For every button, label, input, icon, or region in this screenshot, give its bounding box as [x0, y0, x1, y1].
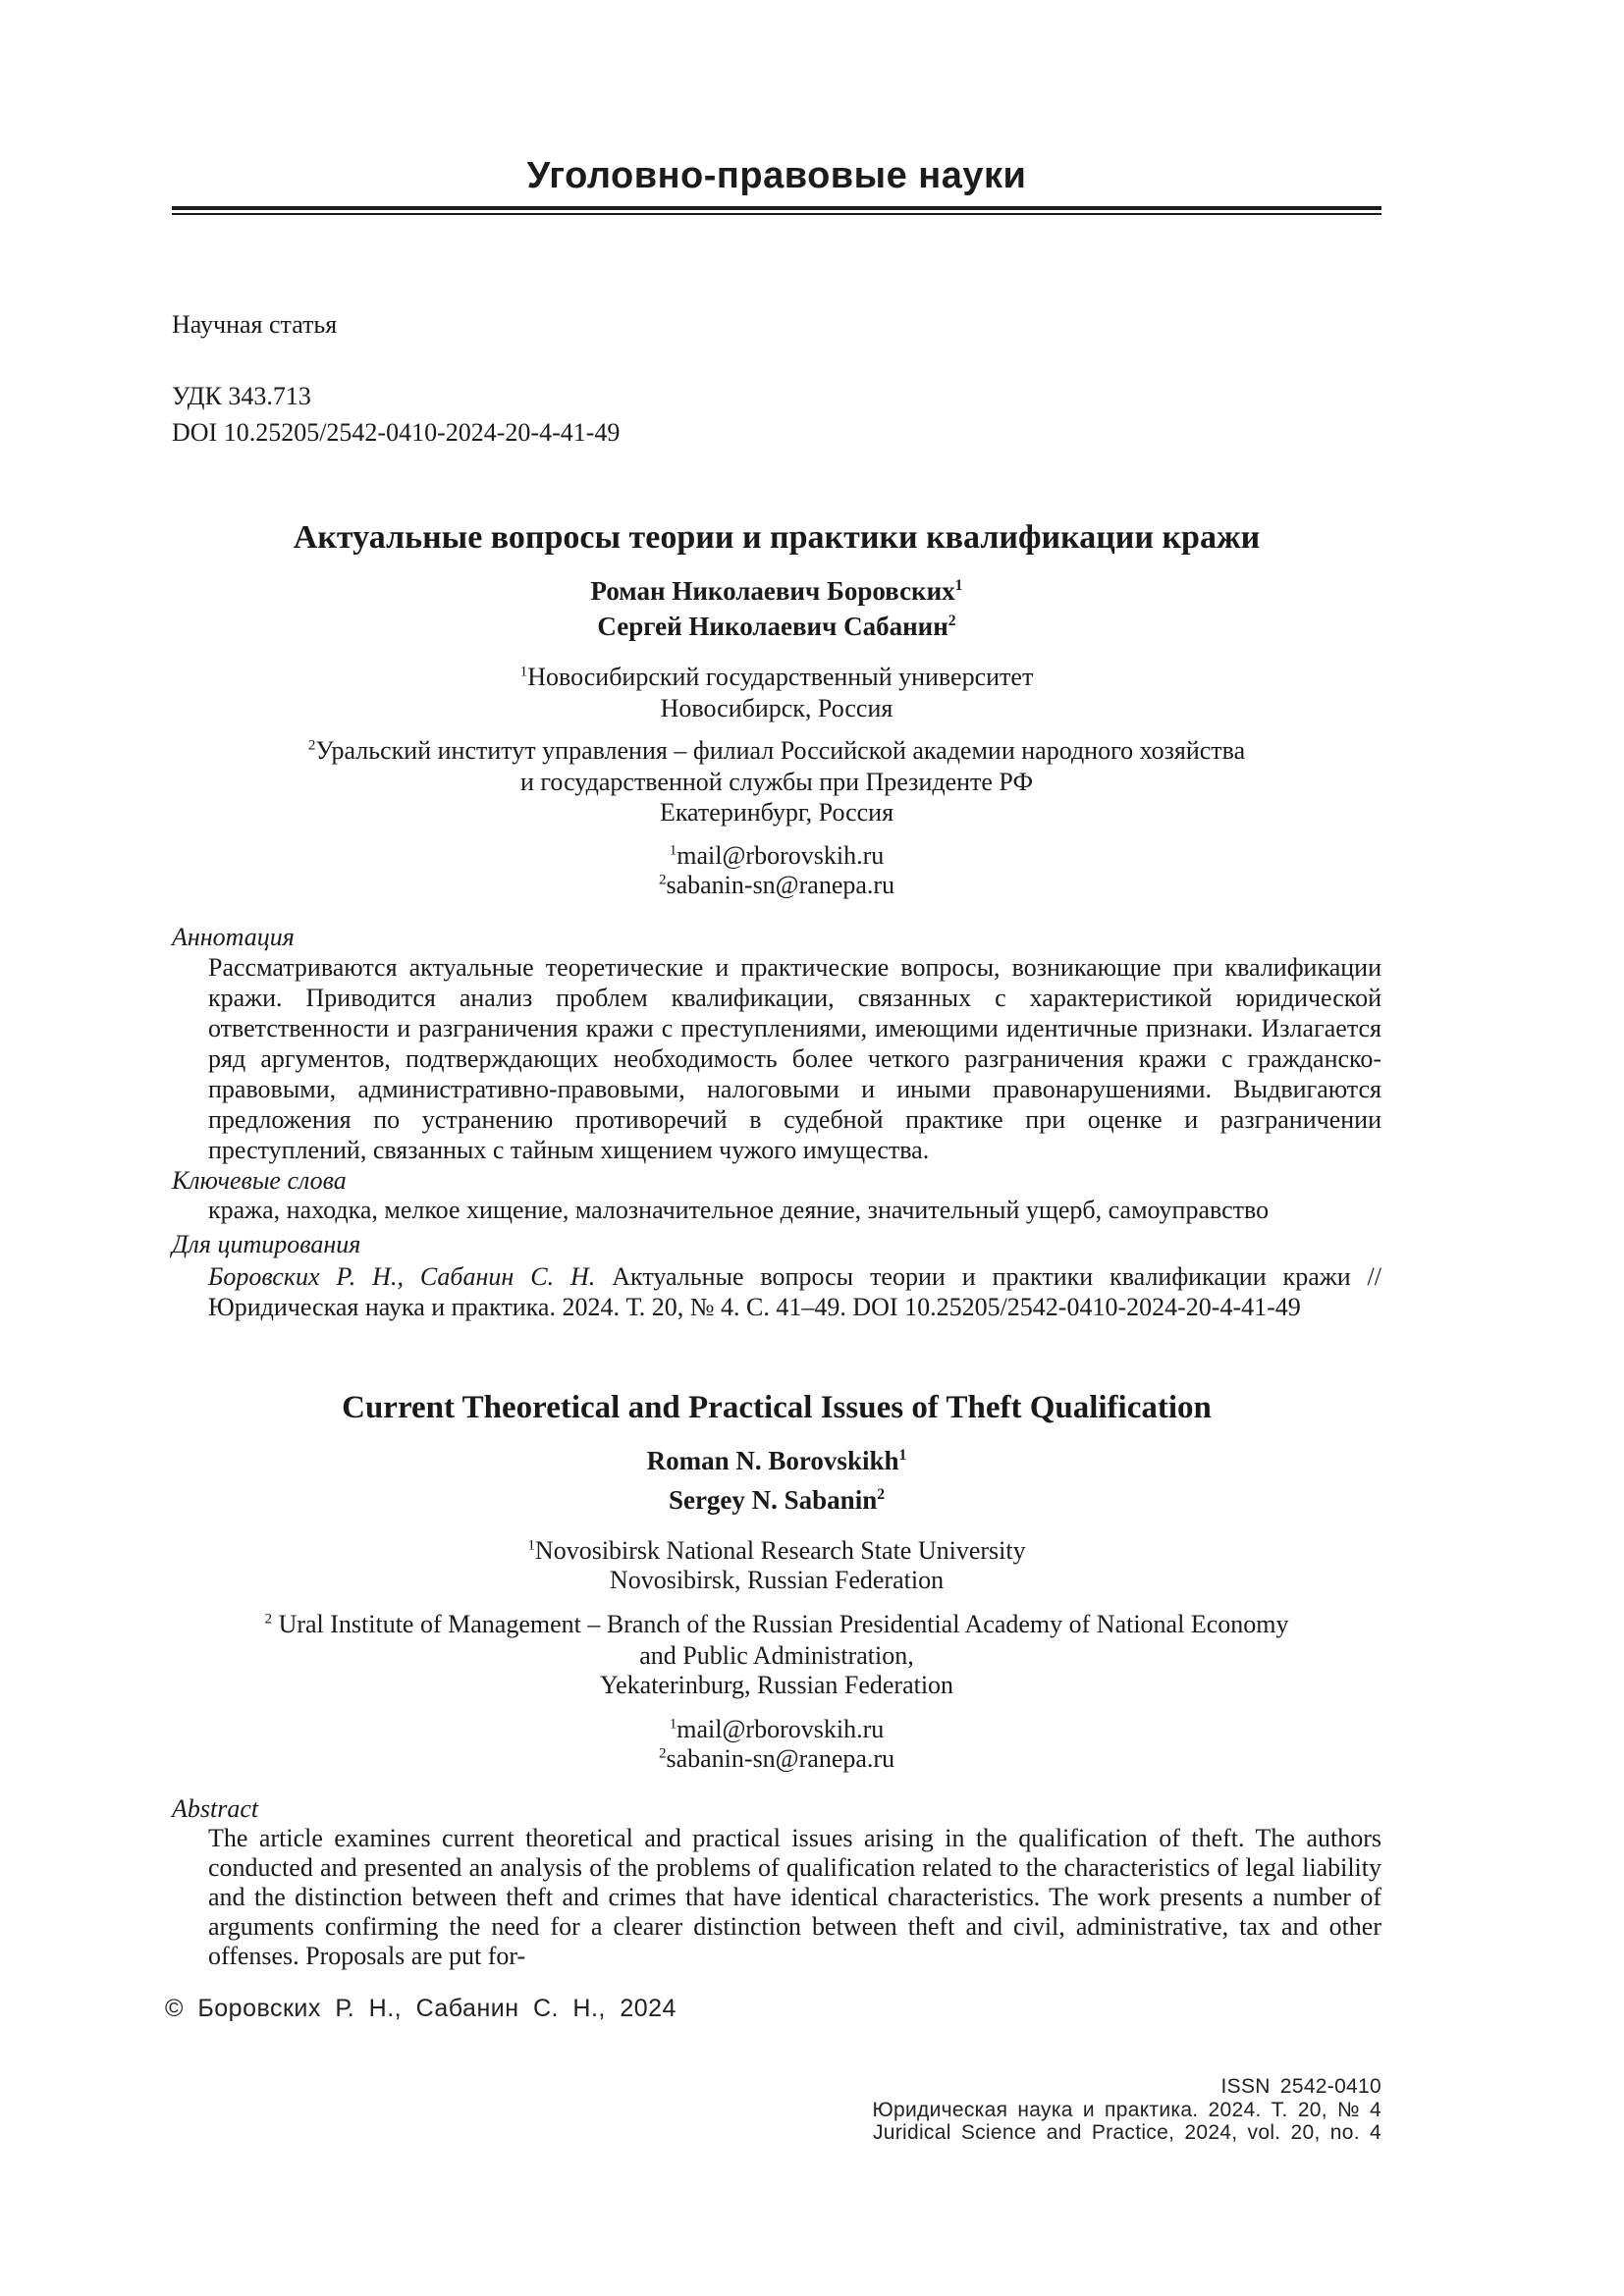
affiliation-ru-1-line-1: $^1$Новосибирский государственный университет [519, 663, 1034, 691]
affiliation-en-2-line-2: and Public Administration, [639, 1641, 914, 1670]
keywords-text: кража, находка, мелкое хищение, малозначительное деяние, значительный ущерб, самоуправство [208, 1196, 1270, 1224]
affiliation-ru-2-line-1: $^2$Уральский институт управления – филиал Российской академии народного хозяйства [307, 736, 1246, 765]
article-title-en: Current Theoretical and Practical Issues of Theft Qualification [342, 1390, 1212, 1425]
author-affiliation-mark: 1 [954, 577, 963, 594]
affiliation-ru-2-line-3: Екатеринбург, Россия [659, 798, 894, 827]
author-name: Sergey N. Sabanin [668, 1485, 878, 1515]
author-ru-2 [172, 611, 1381, 642]
affiliation-en-1-line-2: Novosibirsk, Russian Federation [609, 1566, 945, 1594]
abstract-label-ru: Аннотация [172, 923, 295, 951]
affiliation-mark: 1 [527, 1537, 535, 1554]
author-email-1: $^1$mail@rborovskih.ru [669, 841, 885, 870]
issn-line: ISSN 2542-0410 [1220, 2075, 1381, 2098]
author-name: Роман Николаевич Боровских [590, 576, 955, 606]
citation-body: Актуальные вопросы теории и практики квалификации кражи // Юридическая наука и практика. 2024. Т. 20, № 4. С. 41–49. DOI 10.25205/2542-0410-2024-20-4-41-49 [208, 1262, 1381, 1321]
abstract-text-ru: Рассматриваются актуальные теоретические и практические вопросы, возникающие при квалификации кражи. Приводится анализ проблем квалификации, связанных с характеристикой юридической ответственности и разграничения кражи с преступлениями, имеющими идентичные признаки. Излагается ряд аргументов, подтверждающих необходимость более четкого разграничения кражи с гражданско-правовыми, административно-правовыми, налоговыми и иными правонарушениями. Выдвигаются предложения по устранению противоречий в судебной практике при оценке и разграничении преступлений, связанных с тайным хищением чужого имущества. [208, 953, 1381, 1164]
email-mark: 1 [669, 842, 677, 859]
affiliation-en-1-line-1: $^1$Novosibirsk National Research State University [527, 1536, 1026, 1565]
author-affiliation-mark: 2 [947, 613, 956, 629]
email-mark: 1 [669, 1716, 677, 1733]
abstract-text-en: The article examines current theoretical and practical issues arising in the qualification of theft. The authors conducted and presented an analysis of the problems of qualification related to the characteristics of legal liability and the distinction between theft and crimes that have identical characteristics. The work presents a number of arguments confirming the need for a clearer distinction between theft and civil, administrative, tax and other offenses. Proposals are put for- [208, 1824, 1381, 1970]
affiliation-ru-2-line-2: и государственной службы при Президенте РФ [520, 768, 1033, 796]
doi-number: DOI 10.25205/2542-0410-2024-20-4-41-49 [172, 418, 621, 447]
copyright-line: © Боровских Р. Н., Сабанин С. Н., 2024 [165, 1995, 677, 2022]
affiliation-en-2-line-1: $^2$ Ural Institute of Management – Branch of the Russian Presidential Academy of National Economy [264, 1610, 1289, 1638]
author-ru-1 [172, 575, 1381, 607]
affiliation-mark: 2 [307, 737, 316, 754]
citation-label: Для цитирования [172, 1230, 361, 1258]
affiliation-mark: 1 [519, 664, 528, 680]
author-name: Roman N. Borovskikh [646, 1446, 899, 1475]
author-affiliation-mark: 1 [898, 1447, 907, 1464]
article-title-ru: Актуальные вопросы теории и практики квалификации кражи [293, 519, 1261, 556]
author-en-1 [172, 1445, 1381, 1476]
article-type: Научная статья [172, 310, 338, 339]
affiliation-ru-1-line-2: Новосибирск, Россия [660, 694, 893, 722]
keywords-label: Ключевые слова [172, 1166, 347, 1195]
citation-authors: Боровских Р. Н., Сабанин С. Н. [208, 1262, 596, 1291]
section-header: Уголовно-правовые науки [526, 155, 1027, 196]
author-email-en-2: $^2$sabanin-sn@ranepa.ru [658, 1744, 895, 1773]
udc-number: УДК 343.713 [172, 382, 311, 410]
email-mark: 2 [658, 1745, 667, 1762]
affiliation-en-2-line-3: Yekaterinburg, Russian Federation [599, 1671, 954, 1699]
email-mark: 2 [658, 872, 667, 888]
journal-ref-en: Juridical Science and Practice, 2024, vol. 20, no. 4 [872, 2121, 1381, 2144]
author-en-2 [172, 1484, 1381, 1516]
citation-text [208, 1261, 1381, 1322]
author-email-2: $^2$sabanin-sn@ranepa.ru [658, 871, 895, 899]
header-rule [172, 206, 1381, 215]
author-affiliation-mark: 2 [877, 1486, 886, 1503]
affiliation-mark: 2 [264, 1611, 273, 1628]
author-email-en-1: $^1$mail@rborovskih.ru [669, 1715, 885, 1743]
journal-ref-ru: Юридическая наука и практика. 2024. Т. 20, № 4 [872, 2099, 1381, 2121]
author-name: Сергей Николаевич Сабанин [597, 612, 948, 641]
abstract-label-en: Abstract [172, 1794, 259, 1823]
